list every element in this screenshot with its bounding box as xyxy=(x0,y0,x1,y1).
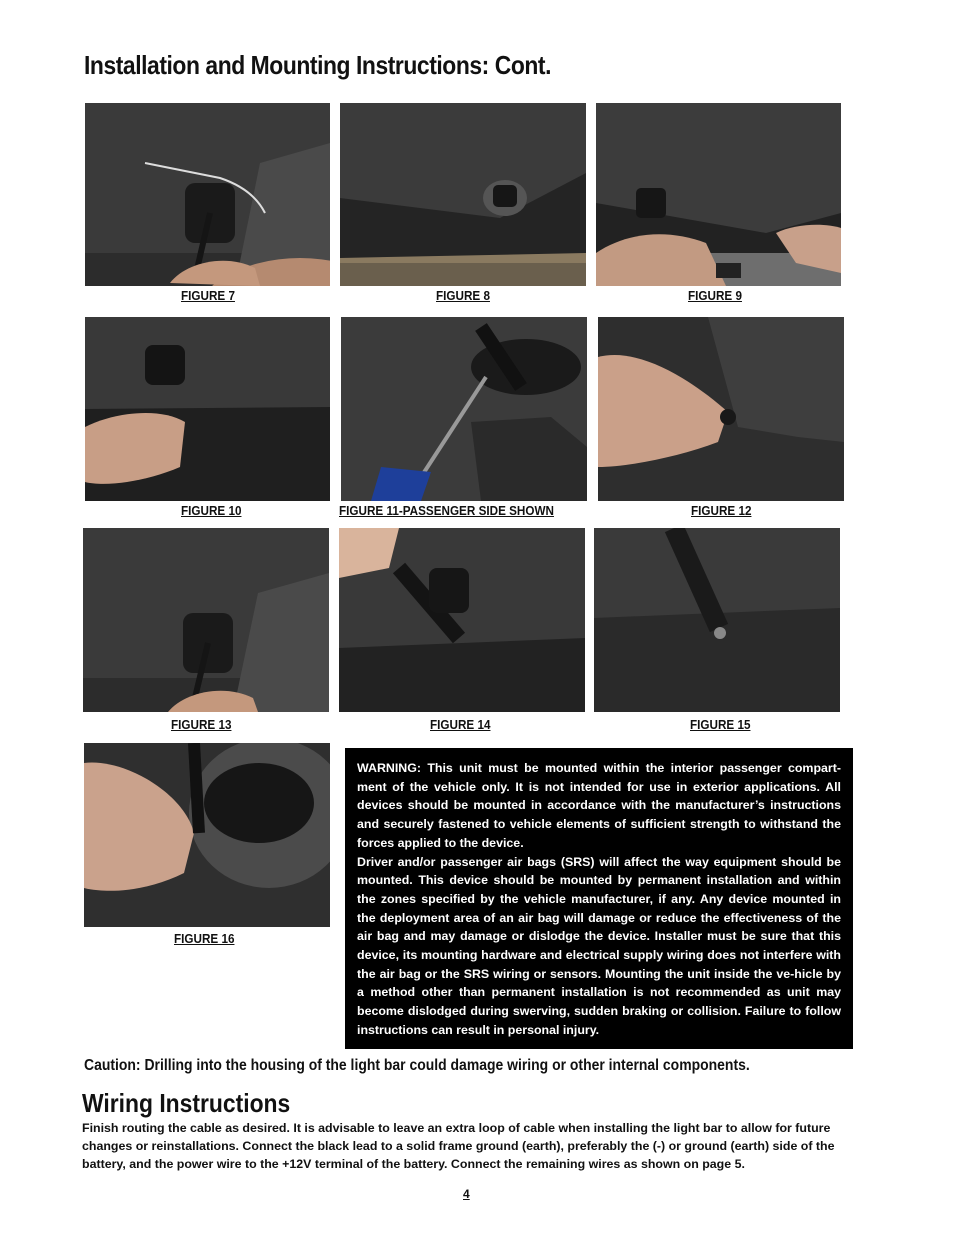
warning-box xyxy=(345,748,853,1049)
warning-paragraph-2: Driver and/or passenger air bags (SRS) will affect the way equipment should be mounted. This device should be mounted by permanent installation and within the zones specified by the vehicle manufacturer, if any. Any device mounted in the deployment area of an air bag will damage or reduce the effectiveness of the air bag and may damage or dislodge the device. Installer must be sure that this device, its mounting hardware and electrical supply wiring does not interfere with the air bag or the SRS wiring or sensors. Mounting the unit inside the ve-hicle by a method other than permanent installation is not recommended as unit may become dislodged during swerving, sudden braking or collision. Failure to follow instructions can result in personal injury. xyxy=(357,854,841,1037)
figure-15-caption: FIGURE 15 xyxy=(690,717,751,732)
figure-11-caption: FIGURE 11-PASSENGER SIDE SHOWN xyxy=(339,503,554,518)
figure-10-photo xyxy=(85,317,330,501)
figure-16-photo xyxy=(84,743,330,927)
figure-10-caption: FIGURE 10 xyxy=(181,503,242,518)
wiring-text: Finish routing the cable as desired. It is advisable to leave an extra loop of cable when installing the light bar to allow for future changes or reinstallations. Connect the black lead to a solid frame ground (earth), preferably the (-) or ground (earth) side of the battery, and the power wire to the +12V terminal of the battery. Connect the remaining wires as shown on page 5. xyxy=(82,1121,835,1171)
figure-13-photo xyxy=(83,528,329,712)
figure-9-photo xyxy=(596,103,841,286)
figure-14-caption: FIGURE 14 xyxy=(430,717,491,732)
figure-9-caption: FIGURE 9 xyxy=(688,288,742,303)
figure-16-caption: FIGURE 16 xyxy=(174,931,235,946)
caution-note: Caution: Drilling into the housing of the light bar could damage wiring or other internal components. xyxy=(84,1057,750,1074)
figure-11-photo xyxy=(341,317,587,501)
page-number: 4 xyxy=(463,1187,470,1201)
figure-12-photo xyxy=(598,317,844,501)
warning-paragraph-1: WARNING: This unit must be mounted within the interior passenger compart-ment of the vehicle only. It is not intended for use in exterior applications. All devices should be mounted in accordance with the manufacturer’s instructions and securely fastened to vehicle elements of sufficient strength to withstand the forces applied to the device. xyxy=(357,761,841,850)
wiring-title: Wiring Instructions xyxy=(82,1088,291,1118)
figure-12-caption: FIGURE 12 xyxy=(691,503,752,518)
figure-7-caption: FIGURE 7 xyxy=(181,288,235,303)
figure-13-caption: FIGURE 13 xyxy=(171,717,232,732)
figure-14-photo xyxy=(339,528,585,712)
page-title: Installation and Mounting Instructions: Cont. xyxy=(84,50,552,80)
figure-7-photo xyxy=(85,103,330,286)
figure-8-caption: FIGURE 8 xyxy=(436,288,490,303)
figure-15-photo xyxy=(594,528,840,712)
figure-8-photo xyxy=(340,103,586,286)
